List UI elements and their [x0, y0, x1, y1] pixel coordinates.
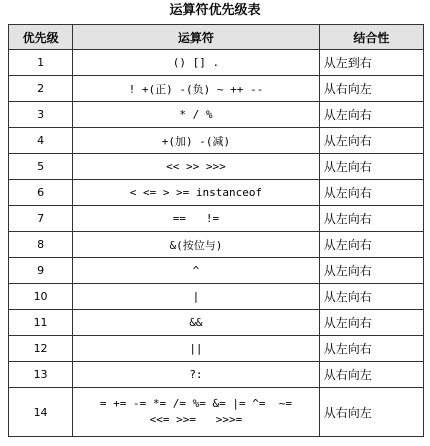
associativity-cell: 从左向右: [319, 102, 423, 128]
level-cell: 5: [9, 154, 73, 180]
associativity-cell: 从左向右: [319, 258, 423, 284]
associativity-cell: 从左向右: [319, 310, 423, 336]
level-cell: 4: [9, 128, 73, 154]
table-row: [9, 102, 424, 128]
level-cell: 10: [9, 284, 73, 310]
operator-line: = += -= *= /= %= &= |= ^= ~=: [99, 397, 292, 410]
table-row: [9, 128, 424, 154]
header-operator: 运算符: [73, 25, 320, 50]
table-row: [9, 284, 424, 310]
associativity-cell: 从左向右: [319, 128, 423, 154]
operator-line: <<= >>= >>>=: [149, 413, 243, 426]
level-cell: 3: [9, 102, 73, 128]
operator-cell: ?:: [73, 362, 320, 388]
operator-cell: ^: [73, 258, 320, 284]
associativity-cell: 从左向右: [319, 232, 423, 258]
table-row: [9, 362, 424, 388]
level-cell: 13: [9, 362, 73, 388]
operator-cell: &&: [73, 310, 320, 336]
header-row: [9, 25, 424, 50]
associativity-cell: 从右向左: [319, 388, 423, 437]
level-cell: 2: [9, 76, 73, 102]
table-row: [9, 76, 424, 102]
associativity-cell: 从左到右: [319, 50, 423, 76]
operator-cell: +(加) -(减): [73, 128, 320, 154]
table-row: [9, 154, 424, 180]
table-row: [9, 206, 424, 232]
operator-cell: () [] .: [73, 50, 320, 76]
precedence-table: [8, 24, 424, 437]
table-row: [9, 180, 424, 206]
associativity-cell: 从左向右: [319, 284, 423, 310]
level-cell: 6: [9, 180, 73, 206]
operator-cell: ! +(正) -(负) ~ ++ --: [73, 76, 320, 102]
level-cell: 1: [9, 50, 73, 76]
operator-cell: &(按位与): [73, 232, 320, 258]
level-cell: 12: [9, 336, 73, 362]
associativity-cell: 从右向左: [319, 362, 423, 388]
operator-cell: == !=: [73, 206, 320, 232]
level-cell: 11: [9, 310, 73, 336]
table-title: 运算符优先级表: [169, 3, 261, 18]
level-cell: 9: [9, 258, 73, 284]
table-row: [9, 336, 424, 362]
associativity-cell: 从左向右: [319, 154, 423, 180]
level-cell: 7: [9, 206, 73, 232]
table-row: [9, 258, 424, 284]
operator-cell: < <= > >= instanceof: [73, 180, 320, 206]
associativity-cell: 从左向右: [319, 180, 423, 206]
operator-cell: |: [73, 284, 320, 310]
header-associativity: 结合性: [319, 25, 423, 50]
header-level: 优先级: [9, 25, 73, 50]
table-row: [9, 310, 424, 336]
table-row: [9, 388, 424, 437]
operator-cell: * / %: [73, 102, 320, 128]
associativity-cell: 从右向左: [319, 76, 423, 102]
operator-cell: ||: [73, 336, 320, 362]
operator-cell: << >> >>>: [73, 154, 320, 180]
level-cell: 14: [9, 388, 73, 437]
associativity-cell: 从左向右: [319, 206, 423, 232]
table-row: [9, 232, 424, 258]
associativity-cell: 从左向右: [319, 336, 423, 362]
table-row: [9, 50, 424, 76]
operator-cell: [73, 388, 320, 437]
level-cell: 8: [9, 232, 73, 258]
